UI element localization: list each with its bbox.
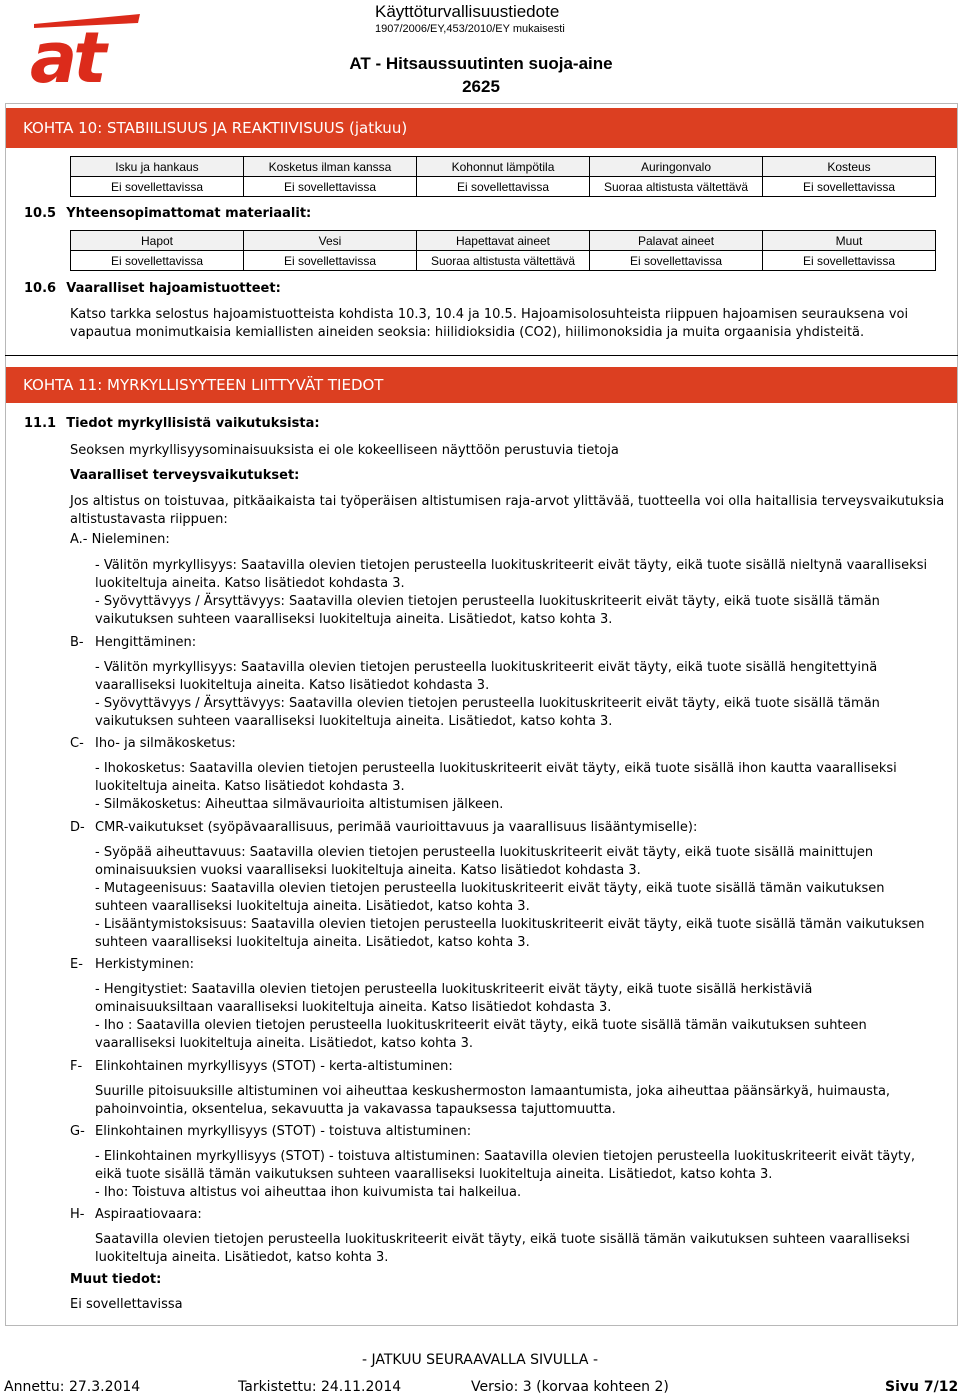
text-line: suhteen vaaralliseksi luokiteltuja aineita. Lisätiedot, katso kohta 3.: [95, 899, 530, 914]
text-line: ominaisuuksien vuoksi vaaralliseksi luokiteltuja aineita. Katso lisätiedot kohdasta 3.: [95, 863, 641, 878]
route-h-label: Aspiraatiovaara:: [95, 1207, 202, 1222]
table-header-cell: Hapettavat aineet: [417, 231, 590, 251]
exposure-text: [70, 493, 944, 529]
checked-date: Tarkistettu: 24.11.2014: [238, 1379, 402, 1395]
route-d-label: CMR-vaikutukset (syöpävaarallisuus, perimää vaurioittavuus ja vaarallisuus lisääntymiselle):: [95, 820, 698, 835]
table-header-cell: Kosketus ilman kanssa: [244, 157, 417, 177]
table-cell: Ei sovellettavissa: [763, 177, 936, 197]
continues-notice: - JATKUU SEURAAVALLA SIVULLA -: [361, 1352, 598, 1368]
text-line: - Ihokosketus: Saatavilla olevien tietojen perusteella luokituskriteerit eivät täyty, eikä tuote sisällä ihon kautta vaaralliseksi: [95, 761, 897, 776]
route-g-text: [95, 1148, 915, 1202]
subsection-10-6-heading: [24, 281, 281, 296]
regulation-reference: 1907/2006/EY,453/2010/EY mukaisesti: [375, 23, 565, 35]
route-b-label: Hengittäminen:: [95, 635, 197, 650]
route-c-letter: C-: [70, 736, 84, 751]
route-b-letter: B-: [70, 635, 84, 650]
text-line: ominaisuuksiltaan vaaralliseksi luokiteltuja aineita. Katso lisätiedot kohdasta 3.: [95, 1000, 612, 1015]
health-effects-heading: Vaaralliset terveysvaikutukset:: [70, 468, 300, 483]
route-d-text: [95, 844, 925, 952]
text-line: - Välitön myrkyllisyys: Saatavilla olevien tietojen perusteella luokituskriteerit eivät täyty, eikä tuote sisällä nieltynä vaaralliseksi: [95, 558, 928, 573]
table-header-cell: Muut: [763, 231, 936, 251]
text-line: - Mutageenisuus: Saatavilla olevien tietojen perusteella luokituskriteerit eivät täyty, eikä tuote sisällä tämän vaikutuksen: [95, 881, 885, 896]
text-line: - Lisääntymistoksisuus: Saatavilla olevien tietojen perusteella luokituskriteerit eivät täyty, eikä tuote sisällä tämän vaikutuksen: [95, 917, 925, 932]
route-a-label: A.- Nieleminen:: [70, 532, 170, 547]
incompatible-materials-table: [70, 230, 936, 271]
table-header-cell: Kosteus: [763, 157, 936, 177]
route-h-text: [95, 1231, 910, 1267]
other-info-heading: Muut tiedot:: [70, 1272, 162, 1287]
text-line: luokiteltuja aineita. Katso lisätiedot kohdasta 3.: [95, 779, 405, 794]
table-header-cell: Kohonnut lämpötila: [417, 157, 590, 177]
page-number: Sivu 7/12: [885, 1379, 959, 1395]
text-line: pahoinvointia, oksentelua, sekavuutta ja vakavassa tapauksessa tajuttomuutta.: [95, 1102, 616, 1117]
text-line: - Syövyttävyys / Ärsyttävyys: Saatavilla olevien tietojen perusteella luokituskriteerit eivät täyty, eikä tuote sisällä tämän: [95, 696, 880, 711]
table-cell: Suoraa altistusta vältettävä: [590, 177, 763, 197]
table-cell: Ei sovellettavissa: [590, 251, 763, 271]
text-line: vaaralliseksi luokiteltuja aineita. Lisätiedot, katso kohta 3.: [95, 1036, 473, 1051]
subsection-title: Vaaralliset hajoamistuotteet:: [66, 281, 281, 296]
table-cell: Ei sovellettavissa: [417, 177, 590, 197]
text-line: luokiteltuja aineita. Lisätiedot, katso kohta 3.: [95, 1250, 389, 1265]
text-line: vaikutuksen suhteen vaaralliseksi luokiteltuja aineita. Lisätiedot, katso kohta 3.: [95, 714, 613, 729]
route-e-label: Herkistyminen:: [95, 957, 194, 972]
table-header-cell: Hapot: [71, 231, 244, 251]
table-header-row: [71, 231, 936, 251]
subsection-10-5-heading: [24, 206, 311, 221]
text-line: Saatavilla olevien tietojen perusteella luokituskriteerit eivät täyty, eikä tuote sisällä tämän vaikutuksen suhteen vaaralliseksi: [95, 1232, 910, 1247]
toxicity-intro: Seoksen myrkyllisyysominaisuuksista ei ole kokeelliseen näyttöön perustuvia tietoja: [70, 443, 619, 458]
svg-text:at: at: [30, 17, 103, 86]
text-line: vaaralliseksi luokiteltuja aineita. Katso lisätiedot kohdasta 3.: [95, 678, 490, 693]
subsection-number: 10.6: [24, 281, 57, 296]
text-line: - Iho: Toistuva altistus voi aiheuttaa ihon kuivumista tai halkeilua.: [95, 1185, 522, 1200]
section-11-heading: KOHTA 11: MYRKYLLISYYTEEN LIITTYVÄT TIEDOT: [6, 367, 957, 403]
decomposition-text: [70, 306, 908, 342]
route-e-letter: E-: [70, 957, 83, 972]
text-line: - Elinkohtainen myrkyllisyys (STOT) - toistuva altistuminen: Saatavilla olevien tietojen perusteella luokituskriteerit eivät täyty,: [95, 1149, 915, 1164]
text-line: - Syöpää aiheuttavuus: Saatavilla olevien tietojen perusteella luokituskriteerit eivät täyty, eikä tuote sisällä mainittujen: [95, 845, 874, 860]
text-line: eikä tuote sisällä tämän vaikutuksen suhteen vaaralliseksi luokiteltuja aineita. Lisätiedot, katso kohta 3.: [95, 1167, 773, 1182]
table-header-cell: Isku ja hankaus: [71, 157, 244, 177]
table-cell: Ei sovellettavissa: [71, 251, 244, 271]
text-line: - Hengitystiet: Saatavilla olevien tietojen perusteella luokituskriteerit eivät täyty, eikä tuote sisällä herkistäviä: [95, 982, 813, 997]
subsection-number: 10.5: [24, 206, 57, 221]
issued-date: Annettu: 27.3.2014: [4, 1379, 141, 1395]
text-line: altistustavasta riippuen:: [70, 512, 228, 527]
route-h-letter: H-: [70, 1207, 85, 1222]
text-line: Katso tarkka selostus hajoamistuotteista kohdista 10.3, 10.4 ja 10.5. Hajoamisolosuhteista riippuen hajoamisen seurauksena voi: [70, 307, 909, 322]
table-header-cell: Vesi: [244, 231, 417, 251]
text-line: Jos altistus on toistuvaa, pitkäaikaista tai työperäisen altistumisen raja-arvot ylittävää, tuotteella voi olla haitallisia terveysvaikutuksia: [70, 494, 945, 509]
subsection-number: 11.1: [24, 416, 57, 431]
section-divider: [5, 355, 958, 356]
table-cell: Ei sovellettavissa: [763, 251, 936, 271]
product-code: 2625: [462, 77, 500, 96]
table-cell: Ei sovellettavissa: [244, 177, 417, 197]
text-line: Suurille pitoisuuksille altistuminen voi aiheuttaa keskushermoston lamaantumista, joka aiheuttaa päänsärkyä, huimausta,: [95, 1084, 891, 1099]
route-a-text: [95, 557, 927, 629]
route-f-label: Elinkohtainen myrkyllisyys (STOT) - kerta-altistuminen:: [95, 1059, 453, 1074]
text-line: - Iho : Saatavilla olevien tietojen perusteella luokituskriteerit eivät täyty, eikä tuote sisällä tämän vaikutuksen suhteen: [95, 1018, 867, 1033]
text-line: - Syövyttävyys / Ärsyttävyys: Saatavilla olevien tietojen perusteella luokituskriteerit eivät täyty, eikä tuote sisällä tämän: [95, 594, 880, 609]
product-name-line: AT - Hitsaussuutinten suoja-aine: [349, 54, 613, 73]
conditions-table: [70, 156, 936, 197]
product-name: [338, 52, 624, 98]
table-row: [71, 177, 936, 197]
route-f-letter: F-: [70, 1059, 83, 1074]
route-g-label: Elinkohtainen myrkyllisyys (STOT) - toistuva altistuminen:: [95, 1124, 472, 1139]
table-cell: Ei sovellettavissa: [244, 251, 417, 271]
version-info: Versio: 3 (korvaa kohteen 2): [471, 1379, 669, 1395]
text-line: - Silmäkosketus: Aiheuttaa silmävaurioita altistumisen jälkeen.: [95, 797, 504, 812]
route-g-letter: G-: [70, 1124, 85, 1139]
route-c-label: Iho- ja silmäkosketus:: [95, 736, 236, 751]
table-cell: Suoraa altistusta vältettävä: [417, 251, 590, 271]
table-row: [71, 251, 936, 271]
route-c-text: [95, 760, 897, 814]
section-10-heading: KOHTA 10: STABIILISUUS JA REAKTIIVISUUS (jatkuu): [6, 108, 957, 148]
table-header-cell: Auringonvalo: [590, 157, 763, 177]
route-e-text: [95, 981, 867, 1053]
subsection-title: Yhteensopimattomat materiaalit:: [66, 206, 312, 221]
subsection-title: Tiedot myrkyllisistä vaikutuksista:: [66, 416, 320, 431]
text-line: suhteen vaaralliseksi luokiteltuja aineita. Lisätiedot, katso kohta 3.: [95, 935, 530, 950]
at-logo: [28, 14, 143, 86]
subsection-11-1-heading: [24, 416, 320, 431]
route-d-letter: D-: [70, 820, 85, 835]
document-type-title: Käyttöturvallisuustiedote: [375, 2, 560, 21]
text-line: vapautua monimutkaisia kemiallisten aineiden seoksia: hiilidioksidia (CO2), hiilimonoksidia ja muita orgaanisia yhdisteitä.: [70, 325, 865, 340]
table-cell: Ei sovellettavissa: [71, 177, 244, 197]
other-info-value: Ei sovellettavissa: [70, 1297, 183, 1312]
table-header-row: [71, 157, 936, 177]
text-line: - Välitön myrkyllisyys: Saatavilla olevien tietojen perusteella luokituskriteerit eivät täyty, eikä tuote sisällä hengitettyinä: [95, 660, 878, 675]
table-header-cell: Palavat aineet: [590, 231, 763, 251]
route-f-text: [95, 1083, 890, 1119]
text-line: luokiteltuja aineita. Katso lisätiedot kohdasta 3.: [95, 576, 405, 591]
document-header: [0, 0, 960, 100]
route-b-text: [95, 659, 880, 731]
text-line: vaikutuksen suhteen vaaralliseksi luokiteltuja aineita. Lisätiedot, katso kohta 3.: [95, 612, 613, 627]
